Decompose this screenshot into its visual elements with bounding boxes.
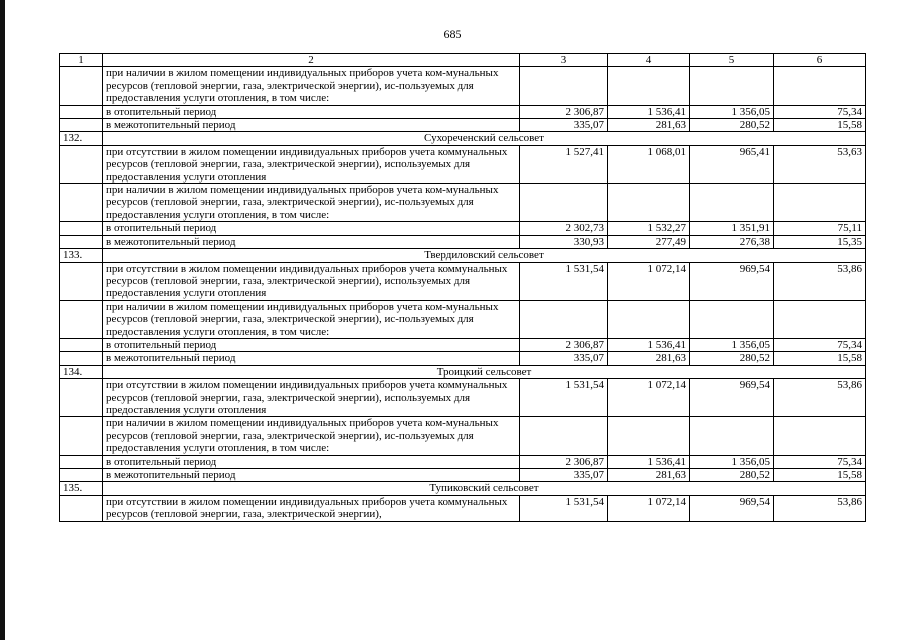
row-description: в отопительный период (103, 338, 520, 351)
column-header: 4 (608, 54, 690, 67)
value-cell: 53,86 (774, 262, 866, 300)
table-row (60, 379, 866, 417)
section-title: Сухореченский сельсовет (103, 132, 866, 145)
row-description: в межотопительный период (103, 469, 520, 482)
value-cell: 2 302,73 (520, 222, 608, 235)
section-number: 133. (60, 249, 103, 262)
value-cell: 335,07 (520, 352, 608, 365)
row-description: в отопительный период (103, 105, 520, 118)
row-description: при отсутствии в жилом помещении индивидуальных приборов учета коммунальных ресурсов (тепловой энергии, газа, электрической энергии), (103, 495, 520, 521)
row-description: в межотопительный период (103, 119, 520, 132)
value-cell: 1 531,54 (520, 262, 608, 300)
value-cell: 2 306,87 (520, 455, 608, 468)
section-title: Троицкий сельсовет (103, 365, 866, 378)
value-cell: 969,54 (690, 262, 774, 300)
value-cell: 15,58 (774, 352, 866, 365)
row-description: в межотопительный период (103, 235, 520, 248)
value-cell: 280,52 (690, 469, 774, 482)
value-cell: 335,07 (520, 469, 608, 482)
row-description: при отсутствии в жилом помещении индивидуальных приборов учета коммунальных ресурсов (тепловой энергии, газа, электрической энергии), используемых для предоставления услуги отопления (103, 145, 520, 183)
section-number: 134. (60, 365, 103, 378)
table-row (60, 495, 866, 521)
row-description: при наличии в жилом помещении индивидуальных приборов учета ком-мунальных ресурсов (тепловой энергии, газа, электрической энергии), ис-пользуемых для предоставления услуги отопления, в том числе: (103, 67, 520, 105)
section-row (60, 482, 866, 495)
row-description: при отсутствии в жилом помещении индивидуальных приборов учета коммунальных ресурсов (тепловой энергии, газа, электрической энергии), используемых для предоставления услуги отопления (103, 262, 520, 300)
table-row (60, 235, 866, 248)
table-row (60, 338, 866, 351)
table-row (60, 119, 866, 132)
column-header: 3 (520, 54, 608, 67)
value-cell: 75,34 (774, 338, 866, 351)
value-cell: 335,07 (520, 119, 608, 132)
table-row (60, 67, 866, 105)
value-cell: 1 531,54 (520, 495, 608, 521)
value-cell: 969,54 (690, 495, 774, 521)
section-row (60, 365, 866, 378)
value-cell: 280,52 (690, 119, 774, 132)
column-header: 6 (774, 54, 866, 67)
table-row (60, 222, 866, 235)
value-cell: 280,52 (690, 352, 774, 365)
value-cell: 1 527,41 (520, 145, 608, 183)
scan-edge-bar (0, 0, 5, 640)
section-title: Твердиловский сельсовет (103, 249, 866, 262)
column-header: 5 (690, 54, 774, 67)
table-row (60, 469, 866, 482)
table-row (60, 352, 866, 365)
page-number: 685 (443, 27, 462, 41)
value-cell: 281,63 (608, 119, 690, 132)
value-cell: 1 356,05 (690, 105, 774, 118)
value-cell: 1 356,05 (690, 338, 774, 351)
row-description: в межотопительный период (103, 352, 520, 365)
row-description: в отопительный период (103, 222, 520, 235)
value-cell: 1 536,41 (608, 455, 690, 468)
table-row (60, 455, 866, 468)
section-title: Тупиковский сельсовет (103, 482, 866, 495)
value-cell: 75,34 (774, 105, 866, 118)
value-cell: 276,38 (690, 235, 774, 248)
value-cell: 1 068,01 (608, 145, 690, 183)
value-cell: 281,63 (608, 469, 690, 482)
table-row (60, 105, 866, 118)
row-description: при наличии в жилом помещении индивидуальных приборов учета ком-мунальных ресурсов (тепловой энергии, газа, электрической энергии), ис-пользуемых для предоставления услуги отопления, в том числе: (103, 184, 520, 222)
table-header-row (60, 54, 866, 67)
value-cell: 1 351,91 (690, 222, 774, 235)
column-header: 2 (103, 54, 520, 67)
row-description: при отсутствии в жилом помещении индивидуальных приборов учета коммунальных ресурсов (тепловой энергии, газа, электрической энергии), используемых для предоставления услуги отопления (103, 379, 520, 417)
value-cell: 53,86 (774, 379, 866, 417)
value-cell: 1 072,14 (608, 379, 690, 417)
table-row (60, 417, 866, 455)
column-header: 1 (60, 54, 103, 67)
value-cell: 1 536,41 (608, 338, 690, 351)
section-number: 135. (60, 482, 103, 495)
value-cell: 53,63 (774, 145, 866, 183)
value-cell: 1 532,27 (608, 222, 690, 235)
value-cell: 1 072,14 (608, 495, 690, 521)
value-cell: 1 531,54 (520, 379, 608, 417)
value-cell: 1 356,05 (690, 455, 774, 468)
row-description: при наличии в жилом помещении индивидуальных приборов учета ком-мунальных ресурсов (тепловой энергии, газа, электрической энергии), ис-пользуемых для предоставления услуги отопления, в том числе: (103, 300, 520, 338)
table-row (60, 184, 866, 222)
value-cell: 1 536,41 (608, 105, 690, 118)
table-row (60, 300, 866, 338)
section-row (60, 132, 866, 145)
value-cell: 2 306,87 (520, 105, 608, 118)
value-cell: 277,49 (608, 235, 690, 248)
value-cell: 2 306,87 (520, 338, 608, 351)
value-cell: 75,34 (774, 455, 866, 468)
table-row (60, 262, 866, 300)
value-cell: 15,58 (774, 119, 866, 132)
value-cell: 281,63 (608, 352, 690, 365)
value-cell: 75,11 (774, 222, 866, 235)
row-description: в отопительный период (103, 455, 520, 468)
value-cell: 965,41 (690, 145, 774, 183)
section-row (60, 249, 866, 262)
value-cell: 15,35 (774, 235, 866, 248)
tariff-table (59, 53, 866, 522)
value-cell: 15,58 (774, 469, 866, 482)
value-cell: 330,93 (520, 235, 608, 248)
table-row (60, 145, 866, 183)
row-description: при наличии в жилом помещении индивидуальных приборов учета ком-мунальных ресурсов (тепловой энергии, газа, электрической энергии), ис-пользуемых для предоставления услуги отопления, в том числе: (103, 417, 520, 455)
value-cell: 969,54 (690, 379, 774, 417)
value-cell: 53,86 (774, 495, 866, 521)
section-number: 132. (60, 132, 103, 145)
value-cell: 1 072,14 (608, 262, 690, 300)
